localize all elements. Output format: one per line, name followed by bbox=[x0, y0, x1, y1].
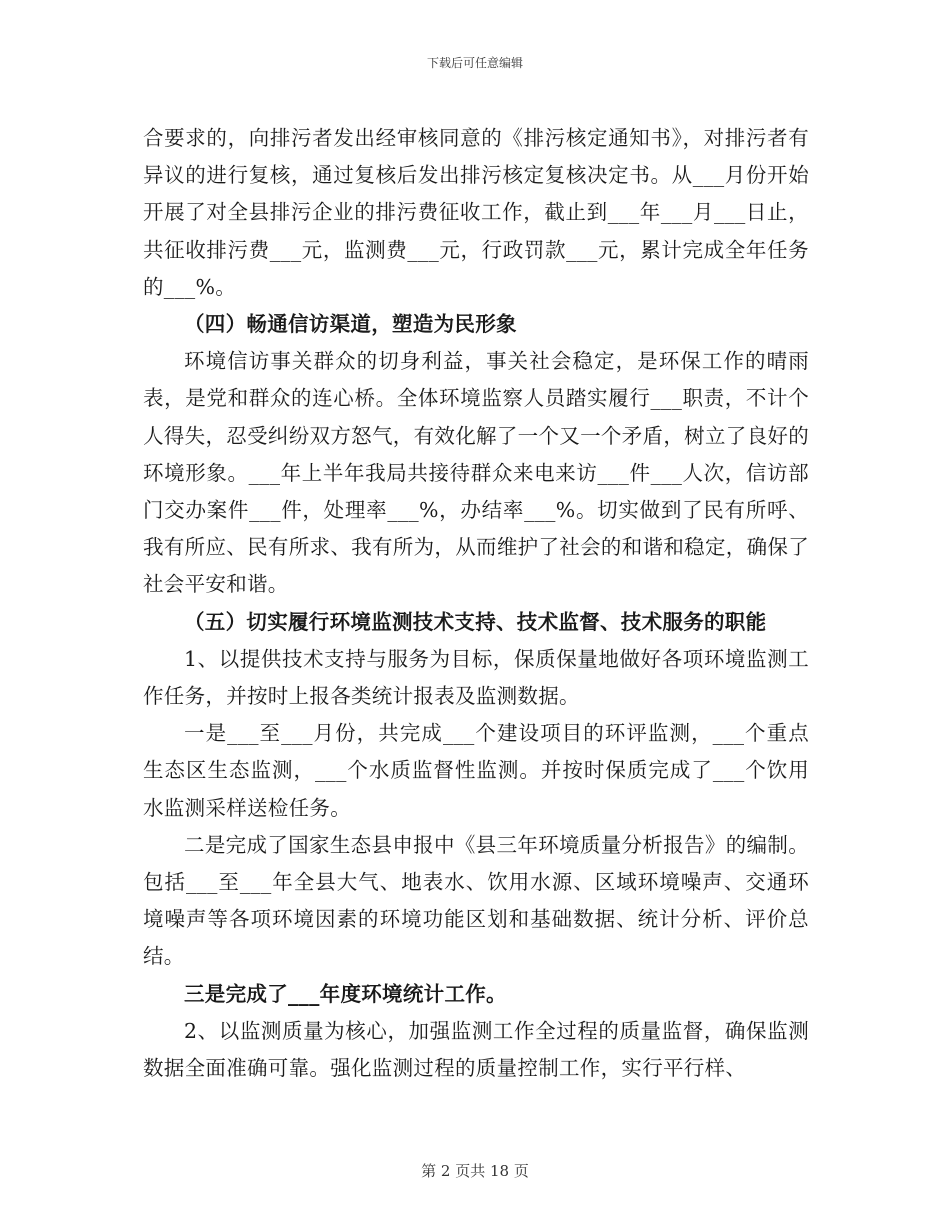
section-heading-4: （四）畅通信访渠道，塑造为民形象 bbox=[184, 312, 517, 337]
paragraph-item-three: 三是完成了___年度环境统计工作。 bbox=[184, 981, 507, 1006]
page-footer: 第 2 页共 18 页 bbox=[421, 1162, 529, 1180]
paragraph-technical-support: 1、以提供技术支持与服务为目标，保质保量地做好各项环境监测工作任务，并按时上报各类统计报表及监测数据。 bbox=[143, 646, 809, 709]
paragraph-petition: 环境信访事关群众的切身利益，事关社会稳定，是环保工作的晴雨表，是党和群众的连心桥。全体环境监察人员踏实履行___职责，不计个人得失，忍受纠纷双方怒气，有效化解了一个又一个矛盾，树立了良好的环境形象。___年上半年我局共接待群众来电来访___件___人次，信访部门交办案件___件，处理率___%，办结率___%。切实做到了民有所呼、我有所应、民有所求、我有所为，从而维护了社会的和谐和稳定，确保了社会平安和谐。 bbox=[143, 349, 809, 597]
paragraph-item-two: 二是完成了国家生态县申报中《县三年环境质量分析报告》的编制。包括___至___年全县大气、地表水、饮用水源、区域环境噪声、交通环境噪声等各项环境因素的环境功能区划和基础数据、统计分析、评价总结。 bbox=[143, 832, 809, 969]
document-body bbox=[143, 120, 809, 1087]
paragraph-quality-control: 2、以监测质量为核心，加强监测工作全过程的质量监督，确保监测数据全面准确可靠。强化监测过程的质量控制工作，实行平行样、 bbox=[143, 1018, 809, 1081]
paragraph-fee-collection: 合要求的，向排污者发出经审核同意的《排污核定通知书》，对排污者有异议的进行复核，通过复核后发出排污核定复核决定书。从___月份开始开展了对全县排污企业的排污费征收工作，截止到___年___月___日止，共征收排污费___元，监测费___元，行政罚款___元，累计完成全年任务的___%。 bbox=[143, 126, 809, 299]
paragraph-item-one: 一是___至___月份，共完成___个建设项目的环评监测，___个重点生态区生态监测，___个水质监督性监测。并按时保质完成了___个饮用水监测采样送检任务。 bbox=[143, 721, 809, 820]
section-heading-5: （五）切实履行环境监测技术支持、技术监督、技术服务的职能 bbox=[184, 609, 767, 634]
page-header: 下载后可任意编辑 bbox=[426, 56, 523, 70]
